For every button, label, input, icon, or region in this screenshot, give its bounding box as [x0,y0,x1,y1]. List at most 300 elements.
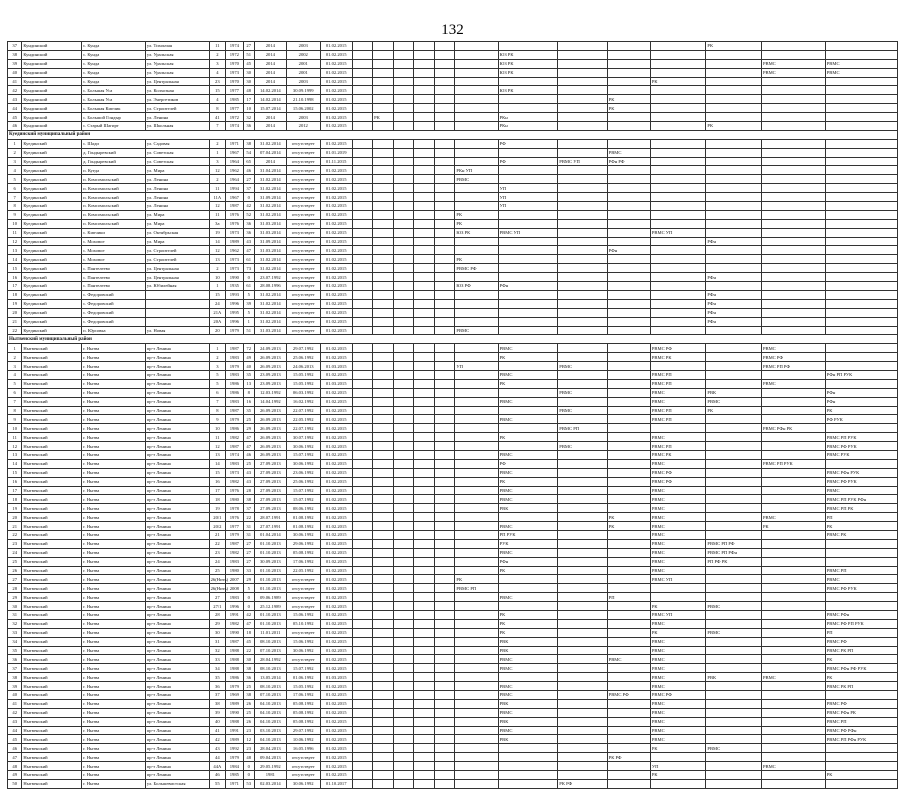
table-cell: 44 [8,104,22,113]
table-cell: отсутствует [286,264,320,273]
table-cell [558,122,607,131]
table-cell: г. Нытва [82,370,146,379]
table-cell [373,122,394,131]
table-row [8,442,898,451]
table-cell: 43 [8,717,22,726]
table-cell: 42 [209,735,225,744]
table-cell: 28 [209,611,225,620]
table-cell: 20/2 [209,522,225,531]
table-cell: ул. Октябрьская [145,228,209,237]
table-cell: 1987 [226,539,243,548]
table-cell [607,362,650,371]
table-cell: 37 [209,691,225,700]
table-cell [352,317,373,326]
table-cell [650,362,706,371]
table-cell: 25.12.1989 [254,602,286,611]
table-cell: 12 [209,166,225,175]
table-cell [825,273,897,282]
table-cell: 01.02.2015 [320,175,352,184]
table-cell: РФн [498,282,558,291]
table-cell [352,593,373,602]
table-cell [455,68,498,77]
table-cell [825,282,897,291]
table-cell [393,699,414,708]
table-cell: 1962 [226,246,243,255]
table-cell: 5 [209,370,225,379]
table-cell [373,735,394,744]
table-cell: РВМС РП РК [825,504,897,513]
table-cell [558,744,607,753]
table-cell [352,637,373,646]
section-title: Куединский муниципальный район [8,130,898,139]
table-cell [761,210,825,219]
table-cell: 26.09.2013 [254,433,286,442]
table-cell: Куединский [22,184,82,193]
table-cell: г. Нытва [82,353,146,362]
table-cell: 50 [8,779,22,788]
table-cell [761,602,825,611]
table-cell [434,744,455,753]
table-cell: 1980 [226,566,243,575]
table-cell: 01.02.2015 [320,477,352,486]
table-cell: 15 [209,86,225,95]
table-cell: пр-т Ленина [145,575,209,584]
table-cell: 47 [8,753,22,762]
table-cell: 1988 [226,717,243,726]
table-row [8,593,898,602]
table-cell: РК [607,104,650,113]
table-cell [607,388,650,397]
table-cell [414,779,435,788]
table-cell [607,42,650,51]
table-cell [607,344,650,353]
table-cell: пр-т Ленина [145,442,209,451]
table-row [8,664,898,673]
table-cell: пр-т Ленина [145,753,209,762]
table-cell [373,673,394,682]
table-cell: РВМС РК РП [825,646,897,655]
table-cell [434,575,455,584]
table-row [8,184,898,193]
table-cell [373,308,394,317]
table-cell [393,539,414,548]
table-cell [761,77,825,86]
table-cell [706,753,762,762]
table-cell [607,122,650,131]
table-cell: 21 [209,530,225,539]
table-cell [434,184,455,193]
table-cell: г. Нытва [82,530,146,539]
table-cell: пр-т Ленина [145,735,209,744]
table-cell [761,370,825,379]
table-cell: РФн [706,299,762,308]
table-cell [414,113,435,122]
table-cell: Нытвенский [22,637,82,646]
table-cell: РВМС [558,362,607,371]
table-cell: 12 [209,202,225,211]
table-cell: РВМС РП [825,566,897,575]
table-cell: 32 [8,619,22,628]
table-cell [352,477,373,486]
table-cell: 2003 [286,113,320,122]
table-cell: РК [706,406,762,415]
table-cell: РК [650,628,706,637]
table-cell: 1980 [226,495,243,504]
table-cell [706,228,762,237]
table-cell: РВК [498,717,558,726]
table-cell [706,157,762,166]
table-cell: 01.02.2015 [320,682,352,691]
table-cell: 01.08.1992 [286,522,320,531]
table-cell [558,77,607,86]
table-cell: 01.02.2015 [320,282,352,291]
table-cell [761,157,825,166]
table-cell: РВМС [825,486,897,495]
table-cell: РУК [498,539,558,548]
table-cell: 1986 [226,388,243,397]
table-cell: 1989 [226,237,243,246]
table-cell: 17.06.1992 [286,557,320,566]
table-cell: РК РФ [558,779,607,788]
table-cell [558,50,607,59]
table-cell: пр-т Ленина [145,433,209,442]
table-cell: г. Нытва [82,637,146,646]
table-row [8,477,898,486]
table-cell [558,708,607,717]
table-cell [825,691,897,700]
table-cell [414,219,435,228]
table-cell [414,619,435,628]
table-cell: 01.10.2013 [254,611,286,620]
table-cell [607,77,650,86]
table-row [8,282,898,291]
table-cell [761,139,825,148]
table-cell: ул. Советская [145,157,209,166]
table-cell: 48 [243,753,254,762]
table-cell: РВМС РП РФ [706,539,762,548]
table-cell: РФн [825,388,897,397]
table-cell [706,175,762,184]
table-cell [393,42,414,51]
table-cell [825,95,897,104]
table-cell [706,459,762,468]
table-cell: 22 [8,530,22,539]
table-cell: 1983 [226,397,243,406]
table-cell [352,193,373,202]
table-cell [650,50,706,59]
table-cell [607,353,650,362]
table-cell: 01.02.2015 [320,717,352,726]
table-cell: с. Кунда [82,77,146,86]
table-cell: 7 [8,193,22,202]
table-cell: 1977 [226,86,243,95]
table-cell [558,237,607,246]
table-cell: 37 [8,42,22,51]
table-cell [558,219,607,228]
table-row [8,415,898,424]
table-cell: Куединский [22,210,82,219]
table-cell: 31.02.2014 [254,184,286,193]
table-cell: 24 [209,299,225,308]
table-cell: п. Комсомольский [82,210,146,219]
table-cell [706,344,762,353]
table-cell: 39 [243,299,254,308]
table-cell [825,762,897,771]
table-cell [373,753,394,762]
table-cell: Куединский [22,273,82,282]
table-cell: 37 [243,184,254,193]
table-cell [761,255,825,264]
table-cell [455,522,498,531]
table-cell [414,691,435,700]
table-cell: Нытвенский [22,504,82,513]
table-cell: 2 [8,148,22,157]
table-cell: ЮЗ РК [455,228,498,237]
table-cell [414,282,435,291]
table-cell: 12 [209,246,225,255]
table-cell: РВМС РФ [650,691,706,700]
table-cell [352,397,373,406]
table-cell: ЮЗ РК [498,59,558,68]
table-cell [455,113,498,122]
table-cell: г. Нытва [82,708,146,717]
table-cell: 01.02.2015 [320,104,352,113]
table-cell [761,468,825,477]
table-cell [373,593,394,602]
table-cell [414,593,435,602]
table-cell: 39 [8,682,22,691]
table-cell [393,362,414,371]
table-cell [706,246,762,255]
table-cell: 3а [209,219,225,228]
table-cell: с. Федоровский [82,317,146,326]
table-cell: 14 [8,459,22,468]
table-cell: 01.02.2015 [320,122,352,131]
table-row [8,495,898,504]
table-cell [558,673,607,682]
table-cell: 01.02.2015 [320,299,352,308]
table-cell: РВМС [650,530,706,539]
table-cell: РВМС РФ [455,264,498,273]
table-cell: 36 [209,682,225,691]
table-cell [352,308,373,317]
table-cell: РВМС [825,575,897,584]
table-cell: 26.09.2013 [254,362,286,371]
table-cell [558,628,607,637]
table-cell [434,202,455,211]
table-cell [650,246,706,255]
table-cell: пр-т Ленина [145,468,209,477]
table-cell [373,557,394,566]
table-cell: 15.07.1992 [286,450,320,459]
table-cell: 01.02.2015 [320,602,352,611]
table-cell [455,486,498,495]
table-cell: пр-т Ленина [145,344,209,353]
table-cell: 1 [8,344,22,353]
table-cell [352,450,373,459]
table-cell [373,664,394,673]
table-cell [393,77,414,86]
table-cell: 01.02.2015 [320,219,352,228]
table-cell: РП [825,513,897,522]
table-cell: 18 [209,495,225,504]
table-cell [558,184,607,193]
table-row [8,326,898,335]
table-cell: РК [825,655,897,664]
table-cell: УП [498,202,558,211]
table-cell [352,379,373,388]
table-cell [393,122,414,131]
table-cell: 11 [8,228,22,237]
table-cell: РВМС [650,557,706,566]
table-cell [352,77,373,86]
table-cell [352,771,373,780]
table-cell: РВМС [650,637,706,646]
table-cell: 1983 [226,593,243,602]
table-cell: 15.06.1992 [286,611,320,620]
table-cell [434,237,455,246]
table-cell: РВМС РФ [761,353,825,362]
table-cell [414,326,435,335]
table-cell [558,246,607,255]
table-cell: г. Нытва [82,699,146,708]
table-row [8,744,898,753]
table-cell [352,575,373,584]
table-row [8,611,898,620]
table-row [8,619,898,628]
table-cell: 47 [243,246,254,255]
table-cell [414,370,435,379]
table-cell [352,68,373,77]
table-cell [825,193,897,202]
table-cell: 8 [209,104,225,113]
table-cell: Нытвенский [22,575,82,584]
table-cell: 01.02.2015 [320,424,352,433]
table-cell: 30.06.1992 [286,442,320,451]
table-cell [352,459,373,468]
table-cell [761,113,825,122]
table-cell: 1973 [226,228,243,237]
table-cell: 1964 [226,157,243,166]
table-cell: отсутствует [286,282,320,291]
table-cell: РВМС [761,762,825,771]
table-cell: отсутствует [286,762,320,771]
table-cell [607,779,650,788]
table-cell: с. Шади [82,139,146,148]
table-cell: Нытвенский [22,744,82,753]
table-cell: 22 [209,539,225,548]
table-cell: 3 [8,362,22,371]
table-cell [414,548,435,557]
table-cell [706,566,762,575]
table-cell [607,530,650,539]
table-cell: 30.09.1999 [286,86,320,95]
table-cell: 11.01.2011 [254,628,286,637]
table-cell [393,513,414,522]
table-cell [761,699,825,708]
table-cell [607,744,650,753]
table-cell [761,166,825,175]
table-cell: пр-т Ленина [145,522,209,531]
table-cell [414,682,435,691]
table-cell: 24.09.2013 [254,344,286,353]
table-cell [414,717,435,726]
table-cell [434,584,455,593]
table-cell: 1988 [226,655,243,664]
table-cell: 01.02.2015 [320,584,352,593]
table-cell [498,753,558,762]
table-cell: 03.10.2013 [254,726,286,735]
table-cell [558,450,607,459]
table-cell [558,486,607,495]
table-cell: 23 [209,548,225,557]
table-cell: Нытвенский [22,370,82,379]
table-cell [393,264,414,273]
table-cell: РВМС РП [650,379,706,388]
table-cell [558,619,607,628]
table-cell: 1962 [226,166,243,175]
table-cell: 27 [243,175,254,184]
table-cell [825,157,897,166]
table-cell: РВМС РП РФн РУК [825,735,897,744]
table-cell [434,166,455,175]
table-row [8,95,898,104]
table-cell: 09.04.2013 [254,753,286,762]
table-cell: РВМС [558,388,607,397]
table-cell: 51 [243,50,254,59]
table-cell [706,593,762,602]
table-cell [434,628,455,637]
table-cell [558,397,607,406]
table-cell: 7 [209,397,225,406]
table-cell [706,210,762,219]
table-cell: 15.07.2014 [254,104,286,113]
table-cell: ул. Большевистская [145,779,209,788]
table-cell [393,246,414,255]
table-cell [352,237,373,246]
table-cell [650,139,706,148]
table-cell: ул. Строителей [145,246,209,255]
table-cell [352,468,373,477]
table-cell: 01.04.2014 [254,530,286,539]
table-cell: РВМС [650,459,706,468]
table-cell: РВМС РП [455,584,498,593]
table-row [8,717,898,726]
table-row [8,673,898,682]
table-cell [650,326,706,335]
table-cell [373,486,394,495]
table-cell: 4 [8,166,22,175]
table-cell: г. Нытва [82,593,146,602]
table-cell: 27 [209,593,225,602]
table-cell: 31 [8,611,22,620]
table-cell [373,104,394,113]
table-cell: 1969 [226,691,243,700]
table-cell: 01.02.2015 [320,202,352,211]
table-cell: РВМС РФн РУК [825,468,897,477]
table-cell: 1 [209,282,225,291]
table-cell [373,157,394,166]
table-cell [414,193,435,202]
table-cell [706,513,762,522]
table-cell [455,273,498,282]
table-cell: ул. Ленина [145,175,209,184]
section-header-row [8,335,898,344]
table-cell [373,762,394,771]
table-cell: г. Нытва [82,433,146,442]
table-cell: 1 [243,317,254,326]
table-cell: 40 [209,717,225,726]
